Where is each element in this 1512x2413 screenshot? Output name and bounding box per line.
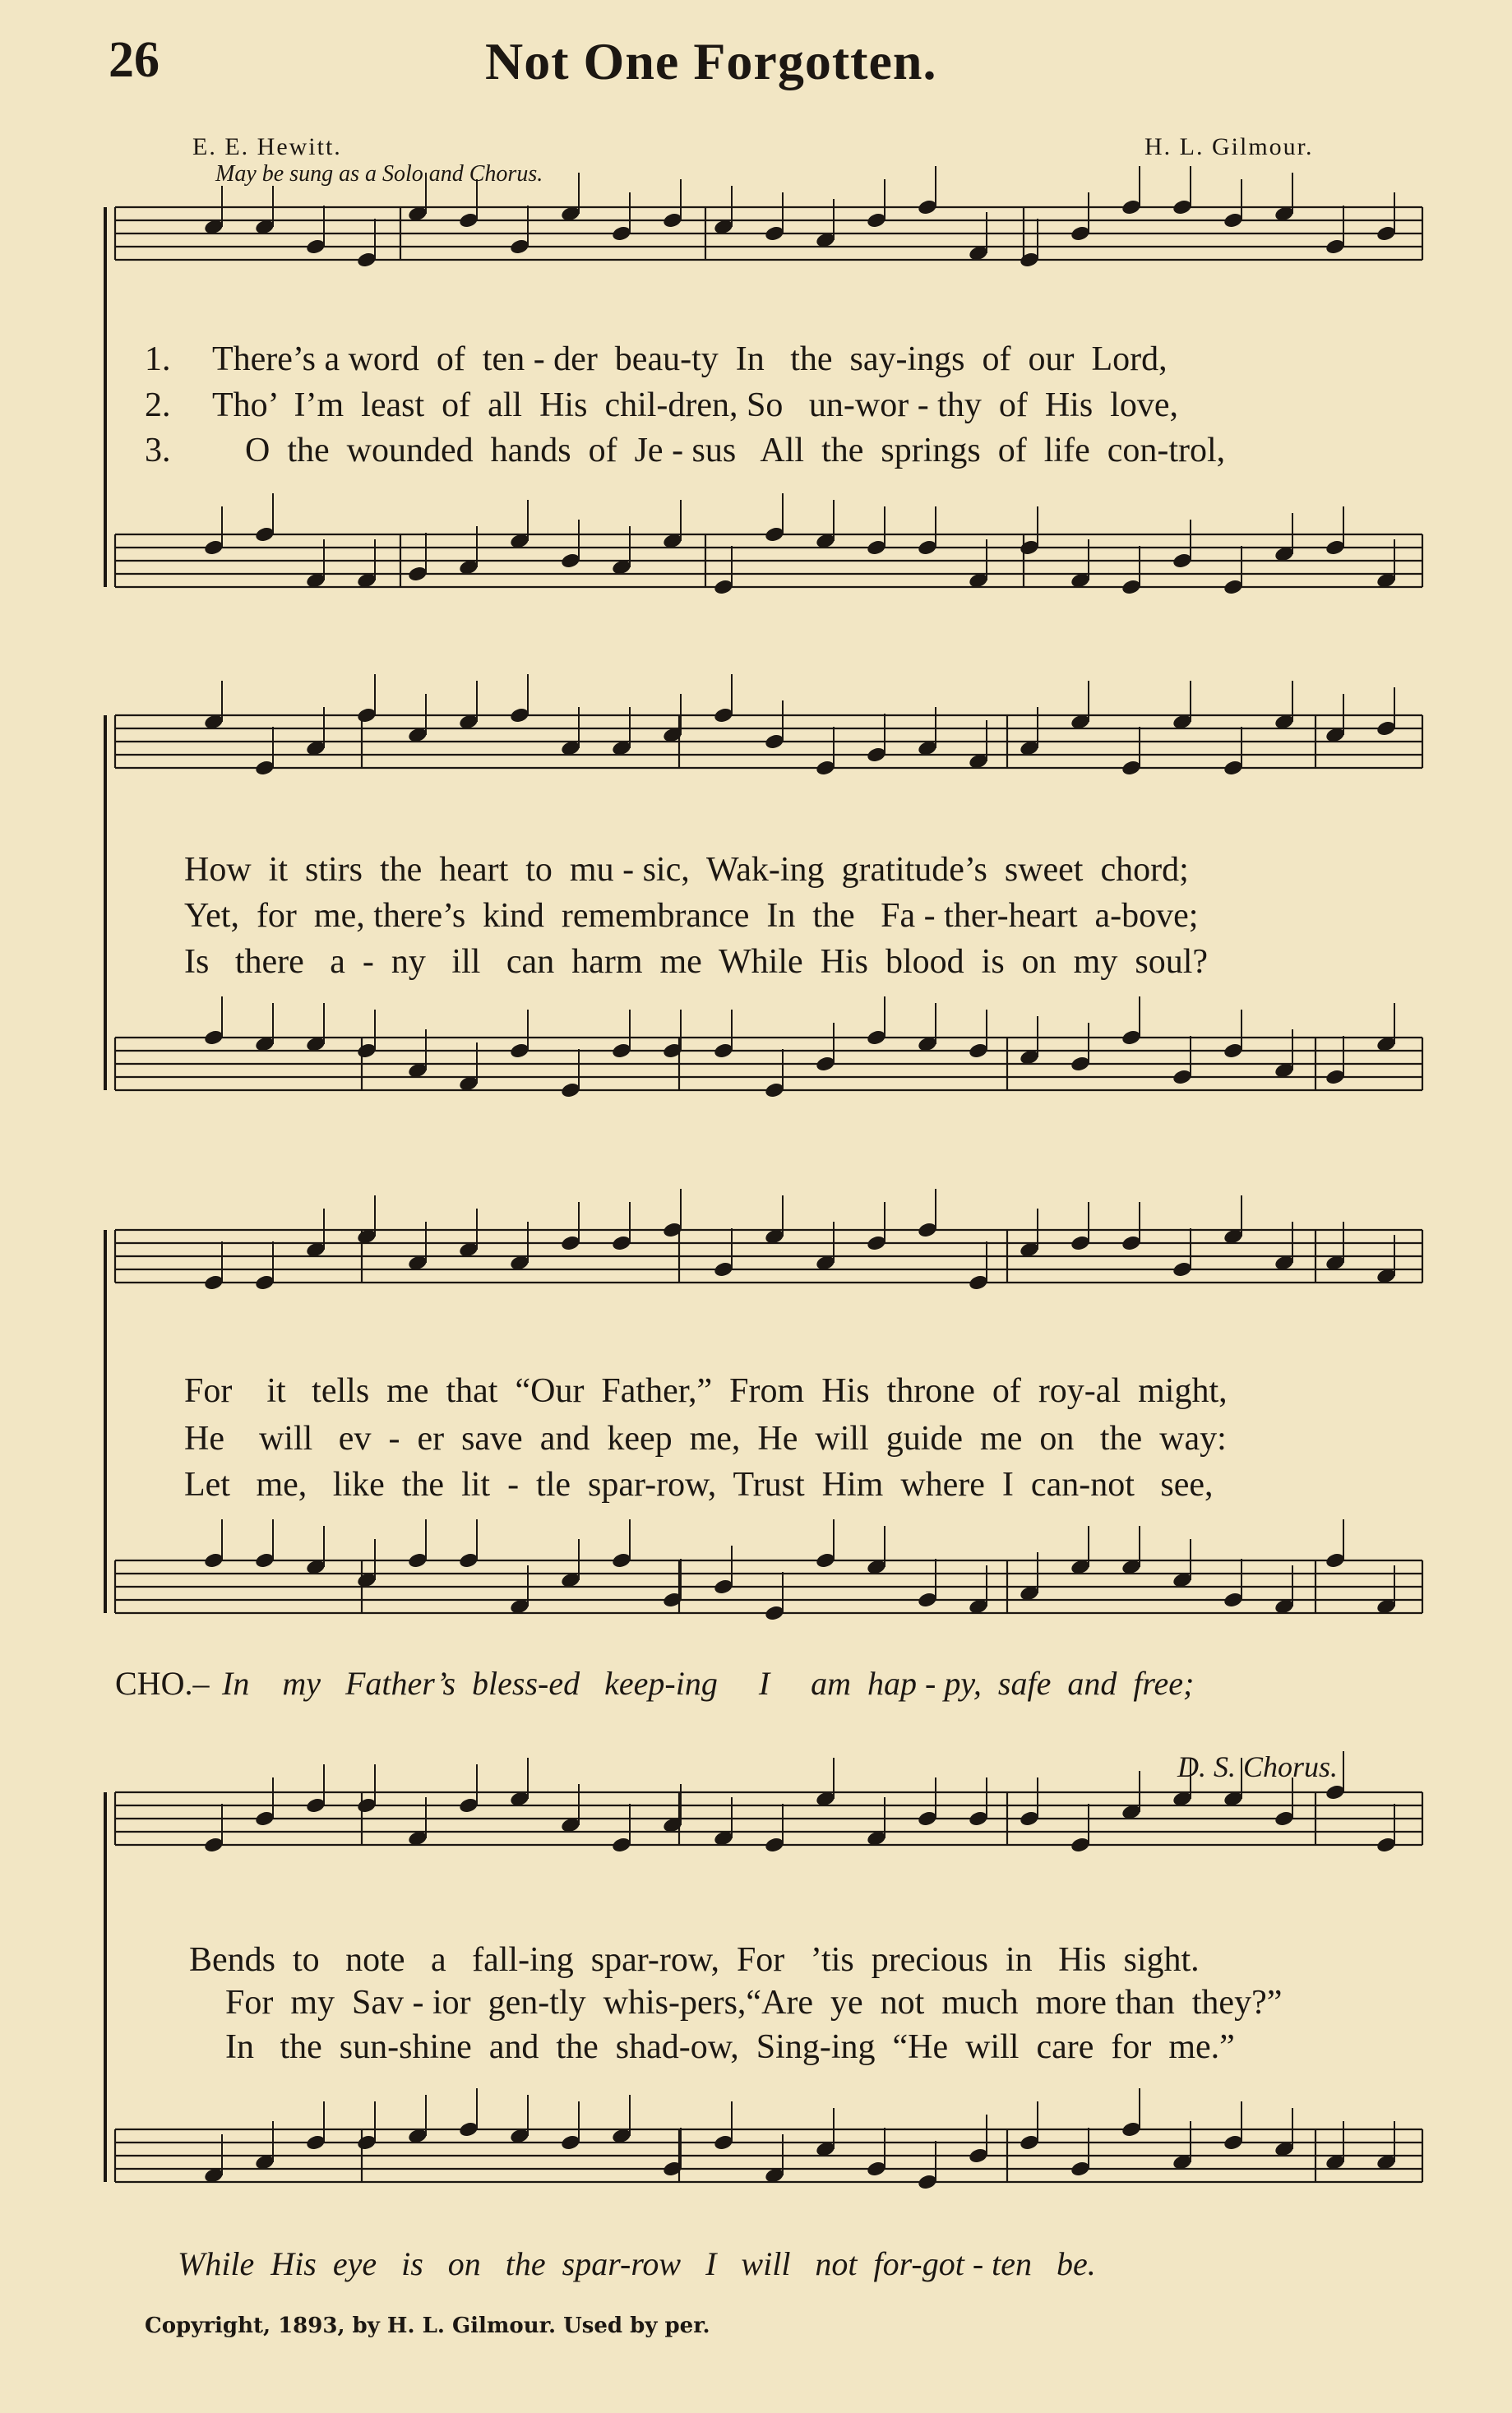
lyric-line: Tho’ I’m least of all His chil-dren, So un-wor - thy of His love, [212, 386, 1178, 424]
lyric-line: For it tells me that “Our Father,” From His throne of roy-al might, [184, 1372, 1228, 1410]
verse-number: 3. [145, 432, 171, 469]
chorus-lyric: In my Father’s bless-ed keep-ing I am hap - py, safe and free; [222, 1665, 1195, 1702]
performance-note: May be sung as a Solo and Chorus. [215, 161, 543, 187]
verse-number: 1. [145, 340, 171, 378]
chorus-label: CHO.– [115, 1665, 210, 1702]
chorus-lyric: While His eye is on the spar-row I will not for-got - ten be. [178, 2245, 1096, 2282]
lyric-line: In the sun-shine and the shad-ow, Sing-ing “He will care for me.” [225, 2028, 1235, 2066]
verse-number: 2. [145, 386, 171, 424]
lyric-line: There’s a word of ten - der beau-ty In the say-ings of our Lord, [212, 340, 1168, 378]
lyric-line: O the wounded hands of Je - sus All the springs of life con-trol, [245, 432, 1226, 469]
page-number: 26 [109, 32, 160, 88]
lyric-line: Is there a - ny ill can harm me While His blood is on my soul? [184, 943, 1209, 981]
lyric-line: He will ev - er save and keep me, He will guide me on the way: [184, 1420, 1227, 1458]
ds-chorus-marking: D. S. Chorus. [1177, 1750, 1339, 1783]
lyric-line: For my Sav - ior gen-tly whis-pers,“Are ye not much more than they?” [225, 1984, 1283, 2022]
lyric-line: Bends to note a fall-ing spar-row, For ’tis precious in His sight. [189, 1941, 1200, 1979]
lyric-line: How it stirs the heart to mu - sic, Wak-ing gratitude’s sweet chord; [184, 851, 1189, 889]
hymn-title: Not One Forgotten. [485, 32, 937, 90]
lyric-line: Let me, like the lit - tle spar-row, Trust Him where I can-not see, [184, 1466, 1214, 1504]
copyright-notice: Copyright, 1893, by H. L. Gilmour. Used by per. [145, 2314, 710, 2338]
composer-credit: H. L. Gilmour. [1144, 133, 1314, 160]
lyricist-credit: E. E. Hewitt. [192, 133, 342, 160]
lyric-line: Yet, for me, there’s kind remembrance In the Fa - ther-heart a-bove; [184, 897, 1199, 935]
